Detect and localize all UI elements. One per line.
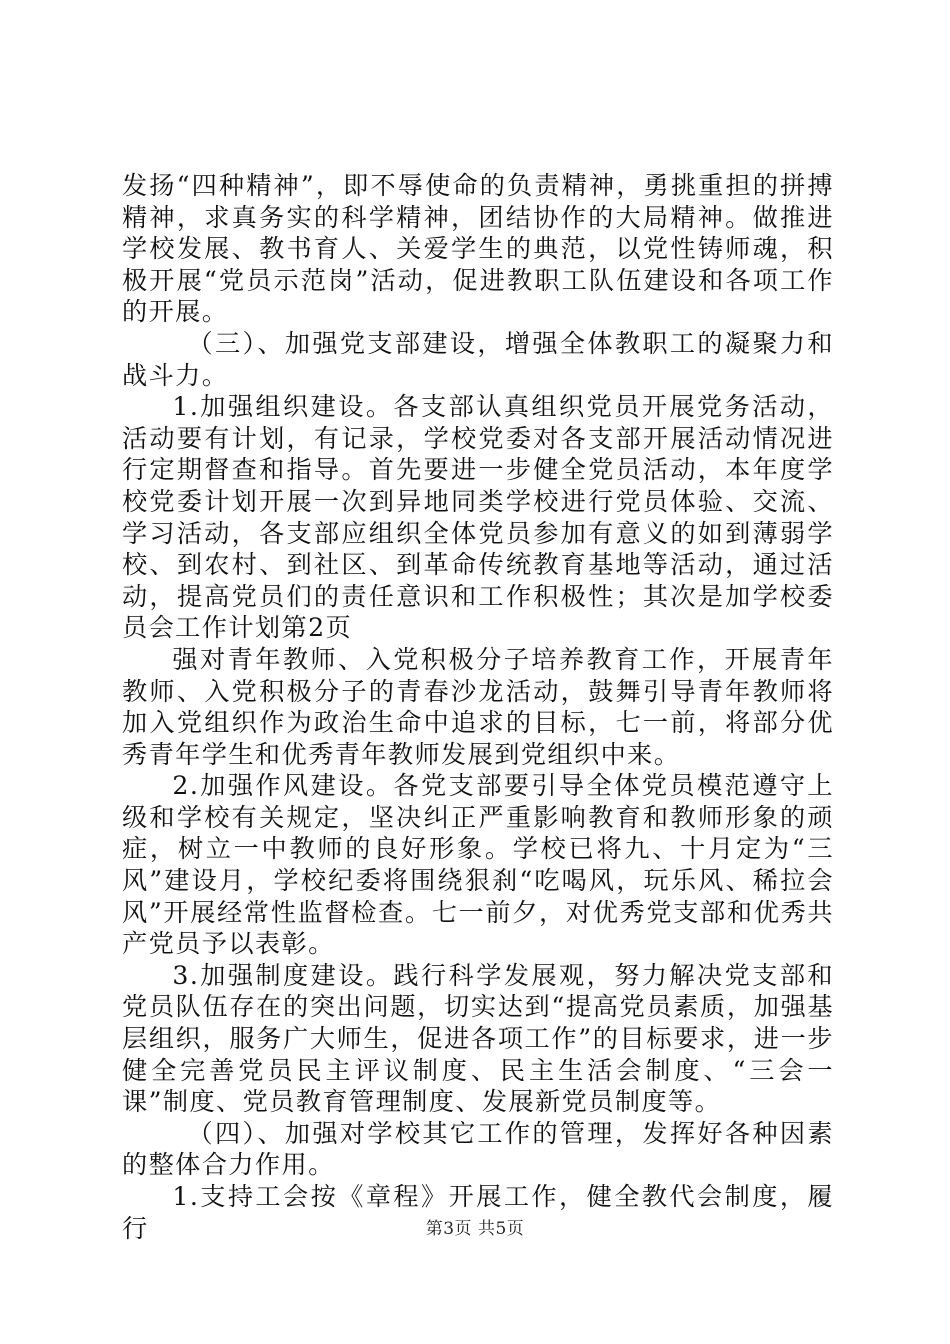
paragraph-continuation: 发扬“四种精神”，即不辱使命的负责精神，勇挑重担的拼搏精神，求真务实的科学精神，团结协作的大局精神。做推进学校发展、教书育人、关爱学生的典范，以党性铸师魂，积极开展“党员示范岗”活动，促进教职工队伍建设和各项工作的开展。 — [122, 171, 834, 327]
section-heading-4: （四）、加强对学校其它工作的管理，发挥好各种因素的整体合力作用。 — [122, 1118, 834, 1180]
section-heading-3: （三）、加强党支部建设，增强全体教职工的凝聚力和战斗力。 — [122, 328, 834, 390]
paragraph-organization: 1.加强组织建设。各支部认真组织党员开展党务活动，活动要有计划，有记录，学校党委对各支部开展活动情况进行定期督查和指导。首先要进一步健全党员活动，本年度学校党委计划开展一次到异地同类学校进行党员体验、交流、学习活动，各支部应组织全体党员参加有意义的如到薄弱学校、到农村、到社区、到革命传统教育基地等活动，通过活动，提高党员们的责任意识和工作积极性；其次是加学校委员会工作计划第2页 — [122, 392, 834, 643]
page-number: 第3页 共5页 — [425, 1219, 525, 1239]
paragraph-institution: 3.加强制度建设。践行科学发展观，努力解决党支部和党员队伍存在的突出问题，切实达到“提高党员素质，加强基层组织，服务广大师生，促进各项工作”的目标要求，进一步健全完善党员民主评议制度、民主生活会制度、“三会一课”制度、党员教育管理制度、发展新党员制度等。 — [122, 960, 834, 1117]
document-body — [122, 170, 834, 1244]
paragraph-union: 1.支持工会按《章程》开展工作，健全教代会制度，履行 — [122, 1182, 834, 1243]
paragraph-youth-teachers: 强对青年教师、入党积极分子培养教育工作，开展青年教师、入党积极分子的青春沙龙活动，鼓舞引导青年教师将加入党组织作为政治生命中追求的目标，七一前，将部分优秀青年学生和优秀青年教师发展到党组织中来。 — [122, 644, 834, 769]
paragraph-work-style: 2.加强作风建设。各党支部要引导全体党员模范遵守上级和学校有关规定，坚决纠正严重影响教育和教师形象的顽症，树立一中教师的良好形象。学校已将九、十月定为“三风”建设月，学校纪委将围绕狠刹“吃喝风，玩乐风、稀拉会风”开展经常性监督检查。七一前夕，对优秀党支部和优秀共产党员予以表彰。 — [122, 771, 834, 959]
